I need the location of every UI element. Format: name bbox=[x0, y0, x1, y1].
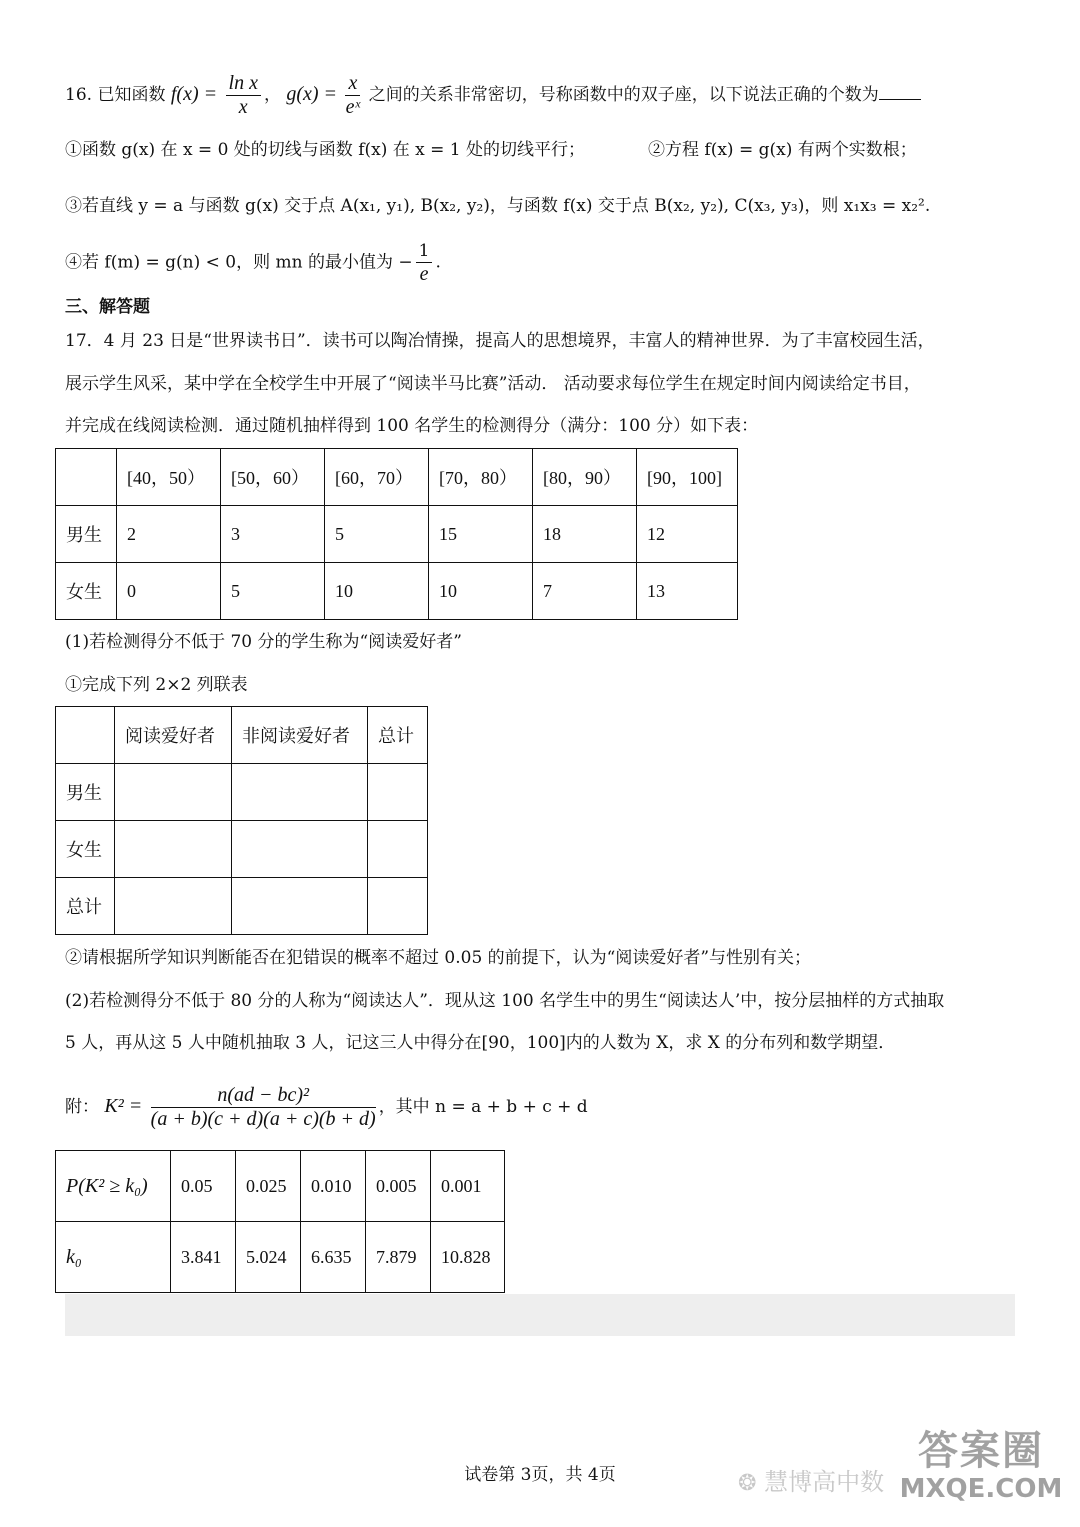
contingency-header-0 bbox=[56, 707, 115, 764]
k-table-cell: 6.635 bbox=[301, 1222, 366, 1293]
contingency-row bbox=[56, 821, 428, 878]
f-denominator: x bbox=[238, 96, 248, 118]
contingency-cell bbox=[115, 764, 232, 821]
g-def: g(x) = bbox=[286, 83, 338, 105]
score-header-1: [40，50） bbox=[117, 449, 221, 506]
q16-statement-1 bbox=[65, 138, 585, 162]
score-cell: 10 bbox=[429, 563, 533, 620]
k-table-row2-label: k₀ bbox=[66, 1245, 82, 1268]
statement-2-text: ②方程 f(x) = g(x) 有两个实数根； bbox=[648, 140, 917, 160]
wechat-watermark bbox=[738, 1462, 884, 1497]
contingency-row-label: 女生 bbox=[56, 821, 115, 878]
score-cell: 5 bbox=[325, 506, 429, 563]
k-table-cell: 0.025 bbox=[236, 1151, 301, 1222]
g-numerator: x bbox=[348, 72, 358, 94]
f-def: f(x) = bbox=[170, 83, 218, 105]
q16-intro: 16. 已知函数 f(x) = $\frac{\text{ln x}}{x}$ ， g(x) = $\frac{x}{\text{eˣ}}$ 之间的关系非常密切，号称函数中的双子座，以下说法正确的个数为 bbox=[65, 72, 921, 119]
contingency-header-1: 阅读爱好者 bbox=[115, 707, 232, 764]
k-table-cell: 0.001 bbox=[431, 1151, 505, 1222]
k-table-cell: 0.010 bbox=[301, 1151, 366, 1222]
score-cell: 2 bbox=[117, 506, 221, 563]
score-row-female bbox=[56, 563, 738, 620]
score-row-male bbox=[56, 506, 738, 563]
contingency-cell bbox=[232, 878, 368, 935]
contingency-cell bbox=[232, 764, 368, 821]
contingency-cell bbox=[368, 764, 428, 821]
statement-1-text: ①函数 g(x) 在 x = 0 处的切线与函数 f(x) 在 x = 1 处的切线平行； bbox=[65, 140, 586, 160]
contingency-row-label: 总计 bbox=[56, 878, 115, 935]
grey-answer-bar bbox=[65, 1294, 1015, 1336]
score-cell: 男生 bbox=[56, 506, 117, 563]
q16-intro-tail: 之间的关系非常密切，号称函数中的双子座，以下说法正确的个数为 bbox=[368, 85, 879, 105]
contingency-cell bbox=[368, 878, 428, 935]
section-title: 三、解答题 bbox=[65, 297, 150, 317]
contingency-cell bbox=[368, 821, 428, 878]
g-fraction bbox=[345, 72, 360, 119]
contingency-row bbox=[56, 878, 428, 935]
q17-para-3: 并完成在线阅读检测．通过随机抽样得到 100 名学生的检测得分（满分：100 分）如下表： bbox=[65, 416, 759, 436]
score-cell: 3 bbox=[221, 506, 325, 563]
score-cell: 18 bbox=[533, 506, 637, 563]
critical-value-table bbox=[55, 1150, 505, 1293]
score-cell: 13 bbox=[637, 563, 738, 620]
score-cell: 10 bbox=[325, 563, 429, 620]
answer-blank bbox=[879, 83, 921, 100]
statement-3-text: ③若直线 y = a 与函数 g(x) 交于点 A(x₁, y₁), B(x₂, y₂)，与函数 f(x) 交于点 B(x₂, y₂), C(x₃, y₃)，则 x₁x₃ = x₂². bbox=[65, 196, 931, 216]
watermark-text-2: 答案圈 bbox=[918, 1428, 1044, 1474]
q17-part1a: ①完成下列 2×2 列联表 bbox=[65, 675, 248, 695]
g-denominator: eˣ bbox=[345, 96, 361, 118]
q17-para-1: 17．4 月 23 日是“世界读书日”．读书可以陶冶情操，提高人的思想境界，丰富人的精神世界．为了丰富校园生活， bbox=[65, 331, 935, 351]
k-table-label bbox=[56, 1151, 171, 1222]
contingency-cell bbox=[115, 878, 232, 935]
score-table bbox=[55, 448, 738, 620]
contingency-table bbox=[55, 706, 428, 935]
score-header-5: [80，90） bbox=[533, 449, 637, 506]
one-over-e-fraction bbox=[416, 240, 433, 286]
one-over-e-denominator: e bbox=[419, 263, 429, 285]
score-header-4: [70，80） bbox=[429, 449, 533, 506]
score-cell: 7 bbox=[533, 563, 637, 620]
k2-formula bbox=[65, 1084, 588, 1131]
score-header-2: [50，60） bbox=[221, 449, 325, 506]
q17-part2a: (2)若检测得分不低于 80 分的人称为“阅读达人”．现从这 100 名学生中的男生“阅读达人’中，按分层抽样的方式抽取 bbox=[65, 991, 945, 1011]
score-cell: 12 bbox=[637, 506, 738, 563]
k-table-cell: 3.841 bbox=[171, 1222, 236, 1293]
score-cell: 女生 bbox=[56, 563, 117, 620]
score-cell: 15 bbox=[429, 506, 533, 563]
score-cell: 0 bbox=[117, 563, 221, 620]
k-table-cell: 10.828 bbox=[431, 1222, 505, 1293]
contingency-row-label: 男生 bbox=[56, 764, 115, 821]
score-header-6: [90，100] bbox=[637, 449, 738, 506]
k-table-cell: 7.879 bbox=[366, 1222, 431, 1293]
k-table-row1-label: P(K² ≥ k₀) bbox=[66, 1174, 148, 1197]
statement-4-tail: . bbox=[435, 252, 441, 273]
site-watermark bbox=[888, 1428, 1074, 1504]
contingency-header-2: 非阅读爱好者 bbox=[232, 707, 368, 764]
q17-part1b: ②请根据所学知识判断能否在犯错误的概率不超过 0.05 的前提下，认为“阅读爱好者”与性别有关； bbox=[65, 948, 812, 968]
q16-statement-2 bbox=[648, 138, 917, 162]
q17-part2b: 5 人，再从这 5 人中随机抽取 3 人，记这三人中得分在[90，100]内的人数为 X，求 X 的分布列和数学期望． bbox=[65, 1033, 896, 1053]
k-table-cell: 5.024 bbox=[236, 1222, 301, 1293]
q17-para-2: 展示学生风采，某中学在全校学生中开展了“阅读半马比赛”活动． 活动要求每位学生在规定时间内阅读给定书目， bbox=[65, 374, 921, 394]
q16-statement-3 bbox=[65, 194, 930, 218]
k-table-label bbox=[56, 1222, 171, 1293]
q17-part1: (1)若检测得分不低于 70 分的学生称为“阅读爱好者” bbox=[65, 632, 462, 652]
k-table-cell: 0.005 bbox=[366, 1151, 431, 1222]
q16-prefix: 16. 已知函数 bbox=[65, 85, 166, 105]
statement-4-text: ④若 f(m) = g(n) < 0，则 mn 的最小值为 − bbox=[65, 252, 413, 273]
score-header-3: [60，70） bbox=[325, 449, 429, 506]
k2-tail: ，其中 n = a + b + c + d bbox=[378, 1097, 588, 1117]
page-footer: 试卷第 3页，共 4页 bbox=[464, 1465, 616, 1485]
f-numerator: ln x bbox=[228, 72, 258, 94]
contingency-row bbox=[56, 764, 428, 821]
watermark-text-1: 慧博高中数 bbox=[764, 1468, 885, 1496]
k-table-cell: 0.05 bbox=[171, 1151, 236, 1222]
contingency-cell bbox=[115, 821, 232, 878]
k2-numerator: n(ad − bc)² bbox=[217, 1084, 310, 1106]
contingency-cell bbox=[232, 821, 368, 878]
score-cell: 5 bbox=[221, 563, 325, 620]
k2-lhs: K² = bbox=[104, 1095, 143, 1117]
f-fraction bbox=[226, 72, 261, 119]
contingency-header-3: 总计 bbox=[368, 707, 428, 764]
wechat-icon: ❂ bbox=[738, 1471, 757, 1496]
q16-statement-4 bbox=[65, 240, 441, 286]
one-over-e-numerator: 1 bbox=[416, 240, 433, 263]
k2-denominator: (a + b)(c + d)(a + c)(b + d) bbox=[150, 1108, 376, 1130]
k2-fraction bbox=[151, 1084, 376, 1131]
watermark-text-3: MXQE.COM bbox=[899, 1474, 1063, 1504]
appendix-label: 附： bbox=[65, 1097, 99, 1117]
score-header-0 bbox=[56, 449, 117, 506]
